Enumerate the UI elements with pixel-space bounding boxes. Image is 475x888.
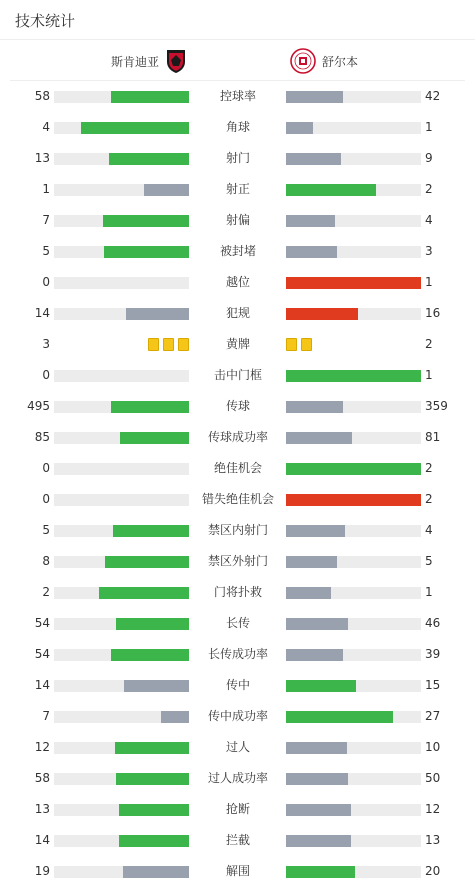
stat-label: 射偏: [225, 213, 250, 227]
away-stat-value: 2: [425, 492, 433, 506]
home-bar-track: [54, 246, 189, 258]
away-stat-value: 39: [425, 647, 441, 661]
stat-label: 黄牌: [225, 337, 250, 351]
home-stat-value: 8: [42, 554, 50, 568]
stat-row: [0, 81, 475, 112]
home-bar-fill: [161, 711, 189, 723]
away-bar-track: [286, 804, 421, 816]
home-bar-fill: [111, 649, 189, 661]
stat-label: 传中: [225, 678, 250, 692]
away-bar-track: [286, 401, 421, 413]
stat-label: 传球: [225, 399, 250, 413]
away-bar-track: [286, 525, 421, 537]
away-bar-track: [286, 711, 421, 723]
away-bar-fill: [286, 91, 343, 103]
away-stat-value: 27: [425, 709, 441, 723]
stat-label: 长传: [225, 616, 250, 630]
stat-row: [0, 515, 475, 546]
away-bar-fill: [286, 866, 355, 878]
home-stat-value: 7: [42, 709, 50, 723]
stat-label: 过人成功率: [207, 771, 268, 785]
stat-label: 拦截: [225, 833, 250, 847]
away-bar-track: [286, 587, 421, 599]
stat-row: [0, 329, 475, 360]
away-bar-track: [286, 649, 421, 661]
home-bar-fill: [103, 215, 189, 227]
away-bar-track: [286, 866, 421, 878]
stat-label: 被封堵: [219, 244, 256, 258]
home-bar-track: [54, 463, 189, 475]
home-bar-fill: [120, 432, 189, 444]
home-bar-track: [54, 308, 189, 320]
stat-row: [0, 577, 475, 608]
home-bar-fill: [104, 246, 189, 258]
stat-label: 门将扑救: [213, 585, 262, 599]
stat-row: [0, 732, 475, 763]
home-team-name: 斯肯迪亚: [110, 54, 159, 69]
stat-label: 角球: [225, 120, 250, 134]
home-stat-value: 4: [42, 120, 50, 134]
away-bar-track: [286, 91, 421, 103]
home-bar-fill: [111, 401, 189, 413]
home-bar-fill: [81, 122, 189, 134]
home-bar-fill: [123, 866, 189, 878]
home-bar-fill: [105, 556, 189, 568]
away-bar-fill: [286, 153, 341, 165]
stat-row: [0, 298, 475, 329]
home-bar-track: [54, 525, 189, 537]
stat-row: [0, 670, 475, 701]
away-bar-fill: [286, 494, 421, 506]
stat-label: 犯规: [225, 306, 250, 320]
stat-row: [0, 825, 475, 856]
away-stat-value: 359: [425, 399, 448, 413]
stat-row: [0, 112, 475, 143]
home-stat-value: 14: [34, 833, 50, 847]
stat-row: [0, 360, 475, 391]
home-bar-track: [54, 215, 189, 227]
home-stat-value: 5: [42, 244, 50, 258]
away-bar-fill: [286, 432, 352, 444]
away-stat-value: 10: [425, 740, 441, 754]
away-stat-value: 50: [425, 771, 441, 785]
stat-row: [0, 205, 475, 236]
away-bar-fill: [286, 401, 343, 413]
away-bar-track: [286, 556, 421, 568]
shkendija-crest-icon: [165, 48, 187, 74]
away-stat-value: 42: [425, 89, 441, 103]
home-bar-track: [54, 556, 189, 568]
home-stat-value: 14: [34, 306, 50, 320]
home-bar-fill: [119, 835, 189, 847]
home-stat-value: 5: [42, 523, 50, 537]
away-bar-track: [286, 494, 421, 506]
home-stat-value: 54: [34, 647, 50, 661]
home-bar-track: [54, 649, 189, 661]
home-stat-value: 54: [34, 616, 50, 630]
away-stat-value: 1: [425, 120, 433, 134]
stat-row: [0, 267, 475, 298]
stat-row: [0, 856, 475, 887]
away-stat-value: 1: [425, 585, 433, 599]
away-bar-fill: [286, 184, 376, 196]
home-stat-value: 12: [34, 740, 50, 754]
stat-label: 射门: [225, 151, 250, 165]
home-stat-value: 495: [27, 399, 50, 413]
home-stat-value: 0: [42, 492, 50, 506]
home-bar-fill: [99, 587, 189, 599]
home-bar-fill: [144, 184, 189, 196]
away-bar-fill: [286, 618, 348, 630]
page-title: 技术统计: [15, 12, 76, 30]
away-bar-fill: [286, 711, 393, 723]
teams-bar: [10, 40, 465, 81]
home-bar-track: [54, 122, 189, 134]
home-stat-value: 0: [42, 461, 50, 475]
home-stat-value: 13: [34, 151, 50, 165]
away-bar-fill: [286, 122, 313, 134]
home-bar-track: [54, 773, 189, 785]
home-team[interactable]: [111, 48, 187, 74]
stat-row: [0, 422, 475, 453]
home-stat-value: 58: [34, 771, 50, 785]
away-bar-track: [286, 742, 421, 754]
home-bar-track: [54, 742, 189, 754]
away-bar-track: [286, 618, 421, 630]
home-bar-track: [54, 835, 189, 847]
home-bar-track: [54, 401, 189, 413]
home-yellow-cards: [148, 338, 189, 351]
stat-row: [0, 391, 475, 422]
header: [0, 0, 475, 40]
home-bar-track: [54, 370, 189, 382]
away-bar-fill: [286, 525, 345, 537]
yellow-card-icon: [163, 338, 174, 351]
away-stat-value: 12: [425, 802, 441, 816]
yellow-card-icon: [148, 338, 159, 351]
yellow-card-icon: [301, 338, 312, 351]
home-bar-fill: [115, 742, 189, 754]
home-bar-fill: [116, 773, 189, 785]
away-bar-track: [286, 680, 421, 692]
away-bar-track: [286, 308, 421, 320]
home-bar-fill: [116, 618, 189, 630]
stat-label: 绝佳机会: [213, 461, 262, 475]
away-stat-value: 2: [425, 182, 433, 196]
away-stat-value: 1: [425, 275, 433, 289]
away-stat-value: 13: [425, 833, 441, 847]
home-bar-track: [54, 494, 189, 506]
stat-label: 禁区外射门: [207, 554, 268, 568]
away-bar-track: [286, 432, 421, 444]
stat-label: 射正: [225, 182, 250, 196]
stat-label: 传中成功率: [207, 709, 268, 723]
away-bar-fill: [286, 742, 347, 754]
home-bar-fill: [126, 308, 189, 320]
stat-row: [0, 236, 475, 267]
home-stat-value: 2: [42, 585, 50, 599]
shelbourne-crest-icon: [290, 48, 316, 74]
away-bar-fill: [286, 556, 337, 568]
home-bar-track: [54, 618, 189, 630]
home-bar-fill: [111, 91, 189, 103]
home-stat-value: 85: [34, 430, 50, 444]
yellow-card-icon: [178, 338, 189, 351]
away-stat-value: 1: [425, 368, 433, 382]
away-bar-track: [286, 122, 421, 134]
yellow-card-icon: [286, 338, 297, 351]
stat-label: 控球率: [219, 89, 256, 103]
home-bar-fill: [119, 804, 189, 816]
away-bar-track: [286, 215, 421, 227]
stat-label: 解围: [225, 864, 250, 878]
stat-row: [0, 546, 475, 577]
away-bar-fill: [286, 649, 343, 661]
home-bar-track: [54, 277, 189, 289]
home-stat-value: 7: [42, 213, 50, 227]
home-bar-fill: [124, 680, 189, 692]
stat-label: 错失绝佳机会: [201, 492, 274, 506]
stat-label: 长传成功率: [207, 647, 268, 661]
home-stat-value: 1: [42, 182, 50, 196]
away-bar-fill: [286, 308, 358, 320]
away-stat-value: 20: [425, 864, 441, 878]
away-stat-value: 9: [425, 151, 433, 165]
away-stat-value: 3: [425, 244, 433, 258]
home-bar-track: [54, 184, 189, 196]
home-stat-value: 13: [34, 802, 50, 816]
away-stat-value: 81: [425, 430, 441, 444]
home-bar-track: [54, 804, 189, 816]
home-stat-value: 3: [42, 337, 50, 351]
stat-row: [0, 639, 475, 670]
away-bar-fill: [286, 680, 356, 692]
home-stat-value: 0: [42, 275, 50, 289]
away-bar-fill: [286, 370, 421, 382]
away-stat-value: 2: [425, 461, 433, 475]
away-bar-fill: [286, 215, 335, 227]
stat-row: [0, 763, 475, 794]
home-bar-fill: [113, 525, 189, 537]
away-stat-value: 5: [425, 554, 433, 568]
stat-row: [0, 484, 475, 515]
home-bar-track: [54, 153, 189, 165]
away-bar-track: [286, 246, 421, 258]
away-bar-track: [286, 277, 421, 289]
stat-row: [0, 608, 475, 639]
away-bar-fill: [286, 277, 421, 289]
away-bar-fill: [286, 804, 351, 816]
away-bar-track: [286, 835, 421, 847]
away-bar-fill: [286, 587, 331, 599]
home-bar-track: [54, 680, 189, 692]
stat-label: 过人: [225, 740, 250, 754]
away-bar-track: [286, 463, 421, 475]
home-stat-value: 19: [34, 864, 50, 878]
stat-row: [0, 701, 475, 732]
stat-row: [0, 174, 475, 205]
away-bar-track: [286, 184, 421, 196]
home-bar-track: [54, 432, 189, 444]
away-stat-value: 4: [425, 523, 433, 537]
home-bar-track: [54, 866, 189, 878]
stat-label: 传球成功率: [207, 430, 268, 444]
home-stat-value: 58: [34, 89, 50, 103]
away-team[interactable]: [290, 48, 358, 74]
away-bar-track: [286, 153, 421, 165]
stat-label: 禁区内射门: [207, 523, 268, 537]
stat-row: [0, 453, 475, 484]
home-bar-track: [54, 711, 189, 723]
away-stat-value: 46: [425, 616, 441, 630]
away-stat-value: 4: [425, 213, 433, 227]
home-stat-value: 14: [34, 678, 50, 692]
away-stat-value: 16: [425, 306, 441, 320]
away-bar-fill: [286, 463, 421, 475]
away-stat-value: 15: [425, 678, 441, 692]
home-bar-track: [54, 91, 189, 103]
away-bar-fill: [286, 246, 337, 258]
away-stat-value: 2: [425, 337, 433, 351]
stat-label: 越位: [225, 275, 250, 289]
stat-row: [0, 794, 475, 825]
stat-label: 抢断: [225, 802, 250, 816]
away-team-name: 舒尔本: [322, 54, 359, 69]
home-bar-fill: [109, 153, 189, 165]
away-yellow-cards: [286, 338, 312, 351]
home-stat-value: 0: [42, 368, 50, 382]
away-bar-fill: [286, 773, 348, 785]
stat-label: 击中门框: [213, 368, 262, 382]
away-bar-fill: [286, 835, 351, 847]
away-bar-track: [286, 773, 421, 785]
stat-row: [0, 143, 475, 174]
home-bar-track: [54, 587, 189, 599]
away-bar-track: [286, 370, 421, 382]
